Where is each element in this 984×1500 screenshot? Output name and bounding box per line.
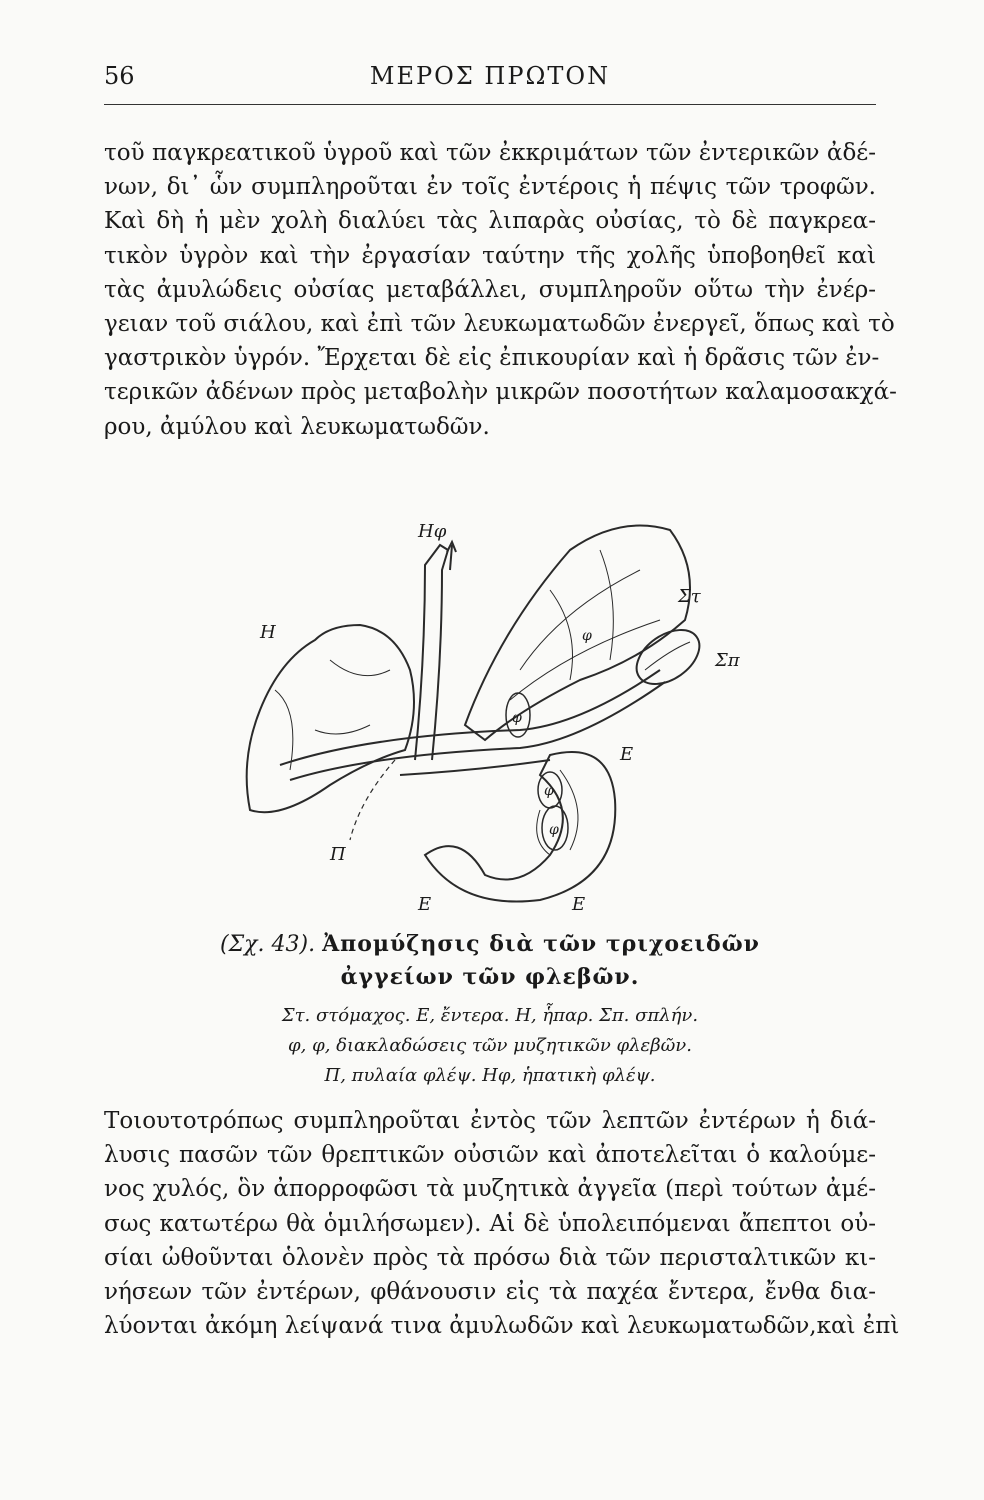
anatomical-illustration <box>220 510 780 920</box>
text-line: γειαν τοῦ σιάλου, καὶ ἐπὶ τῶν λευκωματωδῶν ἐνεργεῖ, ὅπως καὶ τὸ <box>104 311 895 338</box>
label-hf: Ηφ <box>418 521 447 542</box>
label-pi: Π <box>330 844 346 865</box>
paragraph-2 <box>104 1104 900 1343</box>
text-line: λύονται ἀκόμη λείψανά τινα ἀμυλωδῶν καὶ λευκωματωδῶν,καὶ ἐπὶ <box>104 1313 900 1340</box>
running-title: ΜΕΡΟΣ ΠΡΩΤΟΝ <box>369 62 611 90</box>
page-header <box>104 62 876 98</box>
header-rule <box>104 104 876 105</box>
figure-caption <box>104 928 876 994</box>
caption-title-2: ἀγγείων τῶν φλεβῶν. <box>340 964 640 990</box>
label-e2: Ε <box>418 894 432 915</box>
stomach-shape <box>465 526 690 741</box>
label-sp: Σπ <box>715 650 740 671</box>
text-line: τὰς ἀμυλώδεις οὐσίας μεταβάλλει, συμπληροῦν οὕτω τὴν ἐνέρ- <box>104 276 876 303</box>
legend-line: Π, πυλαία φλέψ. Ηφ, ἡπατικὴ φλέψ. <box>324 1065 656 1086</box>
page-number: 56 <box>104 62 135 90</box>
text-line: νήσεων τῶν ἐντέρων, φθάνουσιν εἰς τὰ παχέα ἔντερα, ἔνθα δια- <box>104 1279 876 1306</box>
text-line: Καὶ δὴ ἡ μὲν χολὴ διαλύει τὰς λιπαρὰς οὐσίας, τὸ δὲ παγκρεα- <box>104 208 876 235</box>
liver-shape <box>247 625 414 812</box>
text-line: σίαι ὠθοῦνται ὁλονὲν πρὸς τὰ πρόσω διὰ τῶν περισταλτικῶν κι- <box>104 1244 876 1271</box>
intestine-loop <box>425 752 615 902</box>
text-line: γαστρικὸν ὑγρόν. Ἔρχεται δὲ εἰς ἐπικουρίαν καὶ ἡ δρᾶσις τῶν ἐν- <box>104 345 880 372</box>
label-h: Η <box>260 622 276 643</box>
text-line: Τοιουτοτρόπως συμπληροῦται ἐντὸς τῶν λεπτῶν ἐντέρων ἡ διά- <box>104 1108 876 1134</box>
legend-line: Στ. στόμαχος. Ε, ἔντερα. Η, ἧπαρ. Σπ. σπλήν. <box>281 1005 699 1026</box>
label-phi: φ <box>549 822 559 838</box>
text-line: νων, δι᾽ ὧν συμπληροῦται ἐν τοῖς ἐντέροις ἡ πέψις τῶν τροφῶν. <box>104 174 876 201</box>
text-line: ρου, ἀμύλου καὶ λευκωματωδῶν. <box>104 413 490 440</box>
label-phi: φ <box>582 628 592 644</box>
text-line: τοῦ παγκρεατικοῦ ὑγροῦ καὶ τῶν ἐκκριμάτων τῶν ἐντερικῶν ἀδέ- <box>104 140 876 166</box>
label-phi: φ <box>544 783 554 799</box>
digestive-veins-drawing <box>220 510 780 920</box>
text-line: νος χυλός, ὃν ἀπορροφῶσι τὰ μυζητικὰ ἀγγεῖα (περὶ τούτων ἀμέ- <box>104 1176 876 1203</box>
legend-line: φ, φ, διακλαδώσεις τῶν μυζητικῶν φλεβῶν. <box>288 1035 692 1056</box>
label-phi: φ <box>512 710 522 726</box>
text-line: τικὸν ὑγρὸν καὶ τὴν ἐργασίαν ταύτην τῆς χολῆς ὑποβοηθεῖ καὶ <box>104 242 876 269</box>
caption-title-1: Ἀπομύζησις διὰ τῶν τριχοειδῶν <box>322 931 760 957</box>
text-line: σως κατωτέρω θὰ ὁμιλήσωμεν). Αἱ δὲ ὑπολειπόμεναι ἄπεπτοι οὐ- <box>104 1210 876 1237</box>
text-line: λυσις πασῶν τῶν θρεπτικῶν οὐσιῶν καὶ ἀποτελεῖται ὁ καλούμε- <box>104 1142 876 1169</box>
label-st: Στ <box>678 586 701 607</box>
label-e1: Ε <box>620 744 634 765</box>
hepatic-vein <box>415 545 448 760</box>
figure-number: (Σχ. 43). <box>220 932 316 957</box>
text-line: τερικῶν ἀδένων πρὸς μεταβολὴν μικρῶν ποσοτήτων καλαμοσακχά- <box>104 379 897 406</box>
paragraph-1 <box>104 136 897 444</box>
label-e3: Ε <box>572 894 586 915</box>
